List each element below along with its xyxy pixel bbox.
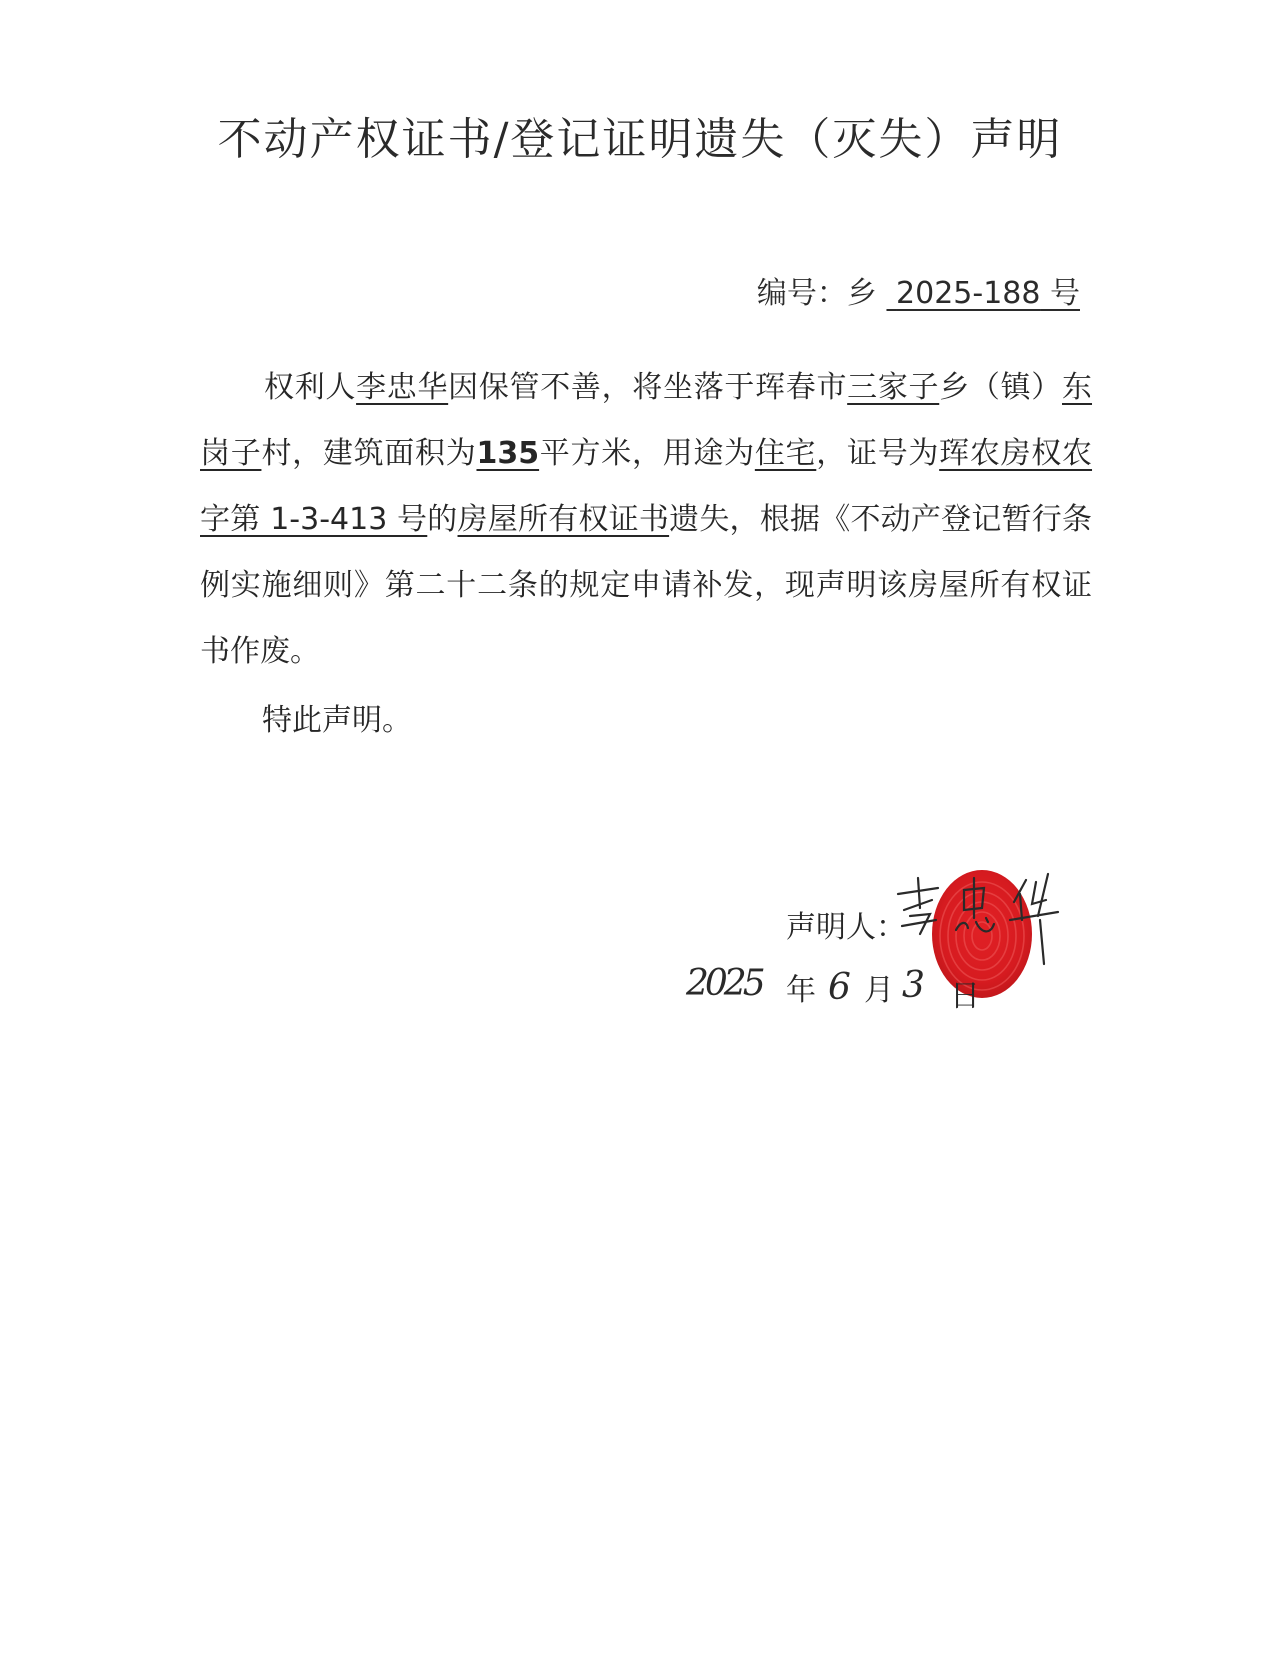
document-number-digits: 2025-188 (896, 276, 1041, 311)
date-day-handwritten: 3 (902, 965, 925, 1006)
text-segment: 因保管不善，将坐落于珲春市 (448, 370, 848, 405)
certificate-number: 珲农房权农字第 1-3-413 号 (200, 436, 1093, 537)
property-usage: 住宅 (754, 436, 817, 471)
text-segment: 遗失，根据《不动产登记暂行条例实施细则》第二十二条的规定申请补发，现声明该房屋所有权证书作废。 (200, 502, 1093, 669)
document-number-prefix: 编号：乡 (756, 276, 877, 311)
document-number (757, 268, 1080, 312)
text-segment: ，证号为 (816, 436, 940, 471)
text-segment: 村，建筑面积为 (261, 436, 477, 471)
closing-statement: 特此声明。 (262, 703, 412, 738)
date-year-unit: 年 (786, 973, 816, 1008)
village-name: 东岗子 (200, 370, 1093, 471)
declarant-label: 声明人： (786, 910, 906, 945)
text-segment: 平方米，用途为 (539, 436, 755, 471)
date-month-unit: 月 (864, 973, 894, 1008)
declaration-date (686, 963, 1000, 1025)
text-segment: 乡（镇） (939, 370, 1063, 405)
document-number-value (886, 276, 1080, 311)
owner-name: 李忠华 (356, 370, 449, 405)
date-month-handwritten: 6 (828, 967, 851, 1008)
certificate-type: 房屋所有权证书 (457, 502, 670, 537)
building-area: 135 (476, 436, 540, 471)
text-segment: 的 (427, 502, 458, 537)
declaration-paragraph (200, 355, 1092, 685)
declaration-body (200, 355, 1092, 685)
handwritten-signature (890, 860, 1070, 980)
date-year-handwritten: 2025 (686, 963, 762, 1004)
township-name: 三家子 (847, 370, 940, 405)
text-segment: 权利人 (264, 370, 357, 405)
date-day-unit: 日 (950, 979, 980, 1014)
document-number-suffix: 号 (1050, 276, 1080, 311)
document-title: 不动产权证书/登记证明遗失（灭失）声明 (217, 114, 1063, 165)
